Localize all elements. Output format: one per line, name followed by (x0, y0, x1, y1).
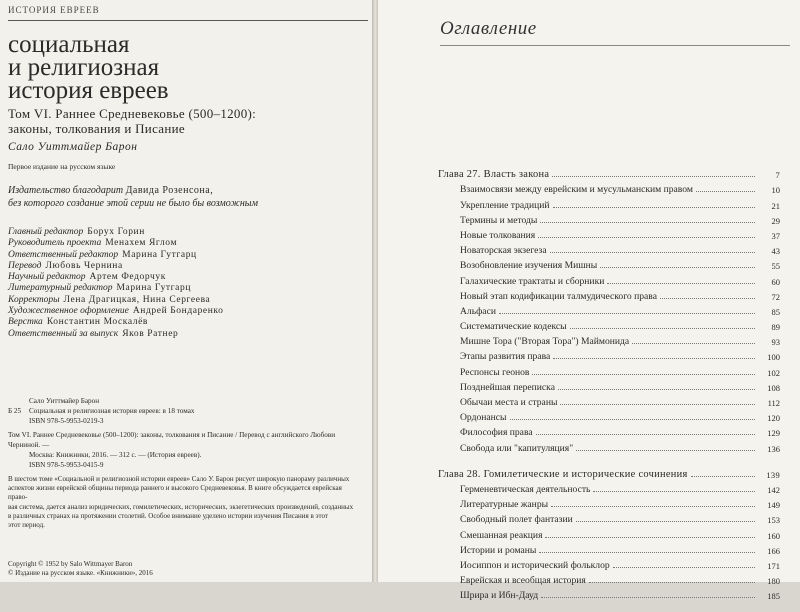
title-line: социальная (8, 31, 130, 58)
toc-entry (438, 586, 780, 601)
credit-role: Ответственный за выпуск (8, 328, 119, 339)
toc-entry-title: Новые толкования (460, 229, 536, 241)
toc-entry (438, 211, 780, 226)
book-title (8, 33, 169, 102)
toc-chapter-block (438, 465, 780, 602)
copyright (8, 560, 153, 578)
toc-entry (438, 556, 780, 571)
toc-page-number: 149 (767, 500, 780, 511)
catalog-author: Сало Уиттмайер Барон (29, 397, 100, 405)
toc-leader-dots (541, 597, 755, 598)
toc-page-number: 108 (767, 382, 780, 393)
thanks-text: без которого создание этой серии не было бы возможным (8, 198, 258, 209)
copyright-line: © Издание на русском языке. «Книжники», 2016 (8, 569, 153, 577)
header-rule (8, 20, 368, 21)
toc-entry (438, 226, 780, 241)
catalog-series: Социальная и религиозная история евреев: в 18 томах (29, 407, 195, 415)
toc-leader-dots (553, 358, 755, 359)
left-page (0, 0, 372, 582)
toc-leader-dots (691, 476, 755, 477)
toc-entry (438, 438, 780, 453)
toc-page-number: 43 (771, 246, 780, 257)
credits-list (8, 227, 224, 340)
toc-page-number: 120 (767, 413, 780, 424)
credit-line (8, 238, 224, 249)
toc-entry-title: Ордонансы (460, 412, 507, 424)
toc-entry (438, 302, 780, 317)
toc-page-number: 112 (767, 398, 780, 408)
toc-leader-dots (607, 283, 755, 284)
toc-page-number: 37 (771, 230, 780, 241)
toc-leader-dots (593, 491, 755, 492)
toc-leader-dots (560, 404, 755, 405)
toc-entry-title: Этапы развития права (460, 351, 551, 363)
toc-page-number: 21 (771, 200, 780, 211)
toc-entry (438, 195, 780, 210)
toc-entry (438, 541, 780, 556)
toc-page-number: 72 (771, 291, 780, 302)
toc-page-number: 153 (767, 515, 780, 526)
catalog-code: Б 25 (8, 407, 22, 415)
acknowledgement (8, 184, 258, 210)
toc-leader-dots (499, 313, 755, 314)
catalog-isbn-volume: ISBN 978-5-9953-0415-9 (29, 461, 104, 469)
toc-entry-title: Свобода или "капитуляция" (460, 442, 574, 454)
toc-page-number: 102 (767, 367, 780, 378)
toc-page-number: 129 (767, 428, 780, 439)
title-line: и религиозная (8, 54, 160, 81)
toc-entry-title: Смешанная реакция (460, 529, 543, 541)
toc-leader-dots (532, 374, 755, 375)
toc-entry (438, 362, 780, 377)
toc-entry-title: Респонсы геонов (460, 366, 530, 378)
credit-role: Художественное оформление (8, 306, 129, 317)
toc-page-number: 185 (767, 591, 780, 602)
toc-leader-dots (660, 298, 755, 299)
edition-note: Первое издание на русском языке (8, 162, 116, 171)
toc-entry-title: Возобновление изучения Мишны (460, 260, 598, 272)
toc-entry (438, 480, 780, 495)
toc-page-number: 160 (767, 530, 780, 541)
series-title: ИСТОРИЯ ЕВРЕЕВ (8, 5, 100, 15)
toc-entry-title: Философия права (460, 427, 533, 439)
toc-leader-dots (536, 434, 755, 435)
toc-page-number: 29 (771, 215, 780, 226)
toc-entry (438, 271, 780, 286)
credit-name: Лена Драгицкая, Нина Сергеева (63, 294, 211, 305)
toc-leader-dots (589, 582, 755, 583)
toc-page-number: 136 (767, 443, 780, 454)
catalog-bib: Том VI. Раннее Средневековье (500–1200): законы, толкования и Писание / Перевод с английского Любови Черниной. — (8, 431, 336, 449)
toc-entry-title: Взаимосвязи между еврейским и мусульманским правом (460, 184, 693, 196)
author-name: Сало Уиттмайер Барон (8, 141, 138, 153)
credit-name: Константин Москалёв (46, 317, 149, 328)
toc-entry (438, 347, 780, 362)
toc-leader-dots (510, 419, 755, 420)
abstract-line: В шестом томе «Социальной и религиозной истории евреев» Сало У. Барон рисует широкую панораму различных (8, 475, 350, 483)
toc-page-number: 166 (767, 545, 780, 556)
toc-entry (438, 332, 780, 347)
credit-role: Корректоры (8, 294, 60, 305)
toc-page-number: 139 (766, 469, 780, 480)
toc-page-number: 93 (771, 337, 780, 348)
toc-chapter (438, 465, 780, 480)
toc-chapter (438, 165, 780, 180)
credit-name: Менахем Яглом (105, 238, 178, 249)
credit-role: Ответственный редактор (8, 249, 119, 260)
toc-entry-title: Галахические трактаты и сборники (460, 275, 605, 287)
toc-entry-title: Истории и романы (460, 544, 537, 556)
abstract-line: аспектов жизни еврейской общины периода раннего и высокого Средневековья. В книге обсуждается еврейская право- (8, 484, 342, 502)
toc-entry-title: Литературные жанры (460, 499, 549, 511)
toc-entry-title: Герменевтическая деятельность (460, 483, 591, 495)
toc-entry (438, 241, 780, 256)
toc-entry-title: Шрира и Ибн-Дауд (460, 590, 539, 602)
toc-entry-title: Свободный полет фантазии (460, 514, 573, 526)
toc-page-number: 171 (767, 560, 780, 571)
credit-line (8, 295, 224, 306)
toc-leader-dots (576, 521, 755, 522)
toc-leader-dots (551, 506, 755, 507)
toc-entry-title: Глава 28. Гомилетические и исторические сочинения (438, 468, 688, 480)
subtitle-line: законы, толкования и Писание (8, 121, 185, 136)
toc-leader-dots (550, 252, 755, 253)
credit-name: Любовь Чернина (45, 260, 123, 271)
toc-entry (438, 408, 780, 423)
table-of-contents (438, 165, 780, 612)
credit-name: Борух Горин (87, 227, 145, 237)
toc-leader-dots (576, 450, 755, 451)
catalog-isbn-set: ISBN 978-5-9953-0219-3 (29, 417, 104, 425)
toc-entry (438, 393, 780, 408)
thanks-name: Давида Розенсона, (125, 185, 214, 196)
toc-leader-dots (558, 389, 755, 390)
credit-name: Яков Ратнер (122, 328, 179, 339)
toc-page-number: 180 (767, 576, 780, 587)
credit-role: Главный редактор (8, 227, 84, 237)
toc-leader-dots (539, 552, 755, 553)
toc-entry-title: Еврейская и всеобщая история (460, 575, 586, 587)
credit-name: Марина Гутгарц (122, 249, 197, 260)
abstract-line: этот период. (8, 521, 45, 530)
credit-role: Научный редактор (8, 272, 86, 283)
toc-leader-dots (540, 222, 755, 223)
toc-chapter-block (438, 165, 780, 454)
toc-leader-dots (600, 267, 755, 268)
credit-line (8, 261, 224, 272)
toc-entry-title: Новый этап кодификации талмудического права (460, 290, 657, 302)
toc-leader-dots (538, 237, 755, 238)
toc-page-number: 142 (767, 484, 780, 495)
title-line: история евреев (8, 77, 169, 104)
toc-leader-dots (696, 191, 755, 192)
toc-entry (438, 571, 780, 586)
copyright-line: Copyright © 1952 by Salo Wittmayer Baron (8, 560, 133, 568)
toc-entry (438, 378, 780, 393)
toc-entry-title: Мишне Тора ("Вторая Тора") Маймонида (460, 336, 630, 348)
toc-entry (438, 525, 780, 540)
credit-name: Марина Гутгарц (116, 283, 192, 294)
volume-subtitle (8, 106, 256, 136)
toc-page-number: 89 (771, 322, 780, 333)
toc-entry-title: Иосиппон и исторический фольклор (460, 559, 610, 571)
toc-entry (438, 495, 780, 510)
toc-page-number: 100 (767, 352, 780, 363)
toc-page-number: 10 (771, 185, 780, 196)
abstract-text (8, 475, 363, 530)
toc-entry (438, 423, 780, 438)
credit-name: Артем Федорчук (89, 272, 166, 283)
toc-page-number: 7 (775, 170, 780, 181)
thanks-text: Издательство благодарит (8, 185, 124, 196)
toc-entry (438, 287, 780, 302)
abstract-line: вая система, дается анализ юридических, гомилетических, исторических, экзегетических произведений, созданных (8, 502, 354, 511)
toc-entry-title: Новаторская экзегеза (460, 245, 547, 257)
toc-page-number: 60 (771, 276, 780, 287)
toc-entry-title: Систематические кодексы (460, 321, 567, 333)
toc-page-number: 85 (771, 306, 780, 317)
toc-leader-dots (553, 207, 755, 208)
right-page (378, 0, 800, 602)
toc-entry (438, 180, 780, 195)
credit-line (8, 272, 224, 283)
toc-leader-dots (552, 176, 755, 177)
credit-line (8, 329, 224, 340)
toc-entry (438, 510, 780, 525)
toc-entry-title: Термины и методы (460, 214, 538, 226)
credit-line (8, 317, 224, 328)
toc-leader-dots (545, 537, 755, 538)
credit-role: Верстка (8, 317, 43, 328)
credit-role: Перевод (8, 260, 42, 271)
toc-entry-title: Укрепление традиций (460, 199, 550, 211)
catalog-bib: Москва: Книжники, 2016. — 312 с. — (История евреев). (29, 451, 202, 459)
credit-name: Андрей Бондаренко (132, 306, 224, 317)
toc-rule (440, 45, 790, 46)
credit-line (8, 250, 224, 261)
subtitle-line: Том VI. Раннее Средневековье (500–1200): (8, 106, 257, 121)
toc-leader-dots (570, 328, 755, 329)
credit-line (8, 283, 224, 294)
toc-entry-title: Глава 27. Власть закона (438, 169, 550, 181)
toc-entry-title: Позднейшая переписка (460, 381, 555, 393)
catalog-record (8, 396, 363, 470)
credit-role: Руководитель проекта (8, 238, 102, 249)
toc-page-number: 55 (771, 261, 780, 272)
credit-line (8, 227, 224, 238)
toc-leader-dots (632, 343, 755, 344)
credit-role: Литературный редактор (8, 283, 113, 294)
toc-entry-title: Обычаи места и страны (460, 397, 558, 408)
toc-entry-title: Альфаси (460, 305, 496, 317)
toc-heading: Оглавление (440, 18, 537, 39)
toc-leader-dots (613, 567, 755, 568)
credit-line (8, 306, 224, 317)
abstract-line: в различных странах на протяжении столетий. Особое внимание уделено истории изучения Писания в этот (8, 511, 328, 520)
toc-entry (438, 317, 780, 332)
toc-entry (438, 256, 780, 271)
